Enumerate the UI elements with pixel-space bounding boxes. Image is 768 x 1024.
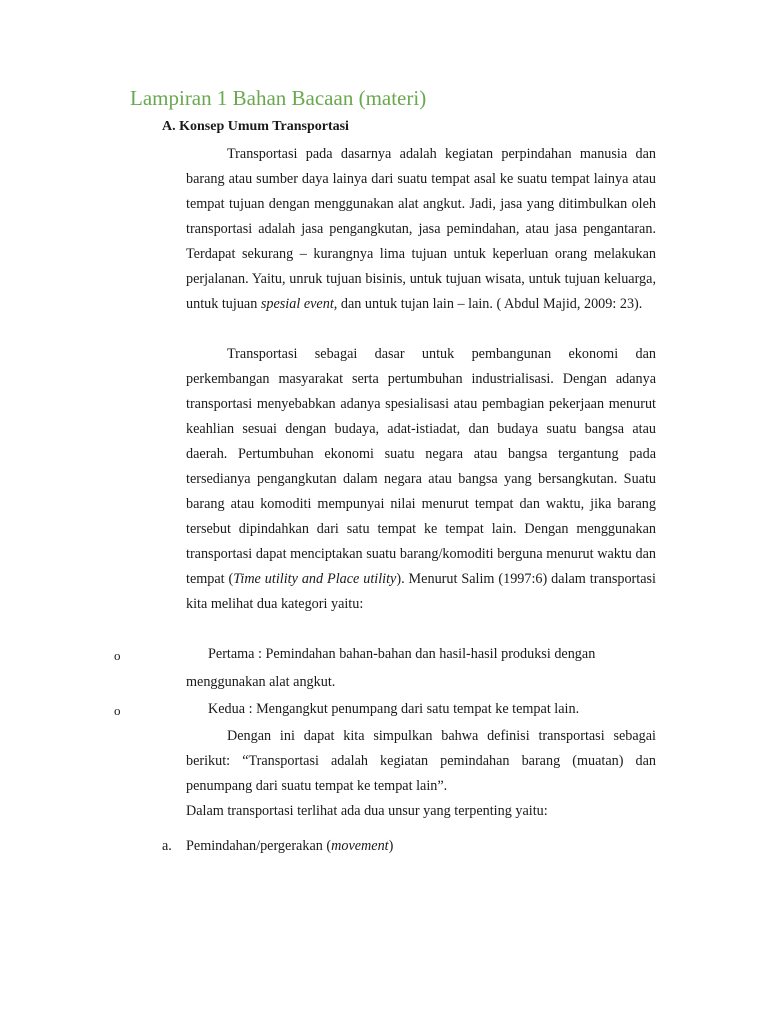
paragraph-4: Dalam transportasi terlihat ada dua unsur yang terpenting yaitu: bbox=[186, 803, 548, 819]
bullet-marker: o bbox=[114, 703, 121, 718]
document-title: Lampiran 1 Bahan Bacaan (materi) bbox=[130, 86, 427, 110]
paragraph-1-text-end: dan untuk tujan lain – lain. ( Abdul Majid, 2009: 23). bbox=[337, 296, 643, 312]
paragraph-1-italic: spesial event, bbox=[260, 296, 338, 312]
paragraph-1-text: Transportasi pada dasarnya adalah kegiatan perpindahan manusia dan barang atau sumber daya lainya dari suatu tempat asal ke suatu tempat lainya atau tempat tujuan dengan menggunakan alat angkut. Jadi, jasa yang ditimbulkan oleh transportasi adalah jasa pengangkutan, jasa pemindahan, atau jasa pengantaran. Terdapat sekurang – kurangnya lima tujuan untuk keperluan orang melakukan perjalanan. Yaitu, unruk tujuan bisinis, untuk tujuan wisata, untuk tujuan keluarga, untuk tujuan bbox=[186, 146, 656, 312]
section-heading-a: A. Konsep Umum Transportasi bbox=[162, 119, 349, 134]
paragraph-2-text: Transportasi sebagai dasar untuk pembangunan ekonomi dan perkembangan masyarakat serta pertumbuhan industrialisasi. Dengan adanya transportasi menyebabkan adanya spesialisasi atau pembagian pekerjaan menurut keahlian sesuai dengan budaya, adat-istiadat, dan budaya suatu bangsa atau daerah. Pertumbuhan ekonomi suatu negara atau bangsa tergantung pada tersedianya pengangkutan dalam negara atau bangsa yang bersangkutan. Suatu barang atau komoditi mempunyai nilai menurut tempat dan waktu, jika barang tersebut dipindahkan dari satu tempat ke tempat lain. Dengan menggunakan transportasi dapat menciptakan suatu barang/komoditi berguna menurut waktu dan tempat ( bbox=[186, 346, 656, 587]
list-marker-a: a. bbox=[162, 838, 172, 854]
paragraph-1 bbox=[186, 142, 656, 317]
list-item-a bbox=[186, 834, 393, 859]
bullet-item-1: Pertama : Pemindahan bahan-bahan dan hasil-hasil produksi dengan bbox=[208, 646, 596, 662]
bullet-item-2: Kedua : Mengangkut penumpang dari satu tempat ke tempat lain. bbox=[208, 701, 580, 717]
paragraph-2-text-end: ). Menurut Salim (1997:6) dalam transportasi kita melihat dua kategori yaitu: bbox=[186, 571, 656, 612]
list-item-a-text: Pemindahan/pergerakan ( bbox=[186, 838, 332, 854]
list-item-a-text-end: ) bbox=[388, 838, 394, 854]
paragraph-2-italic: Time utility and Place utility bbox=[233, 571, 397, 587]
bullet-item-1-continuation: menggunakan alat angkut. bbox=[186, 674, 336, 690]
paragraph-2 bbox=[186, 342, 656, 617]
list-item-a-italic: movement bbox=[331, 838, 389, 854]
bullet-marker: o bbox=[114, 648, 121, 663]
paragraph-3: Dengan ini dapat kita simpulkan bahwa definisi transportasi sebagai berikut: “Transportasi adalah kegiatan pemindahan barang (muatan) dan penumpang dari suatu tempat ke tempat lain”. bbox=[186, 728, 656, 794]
